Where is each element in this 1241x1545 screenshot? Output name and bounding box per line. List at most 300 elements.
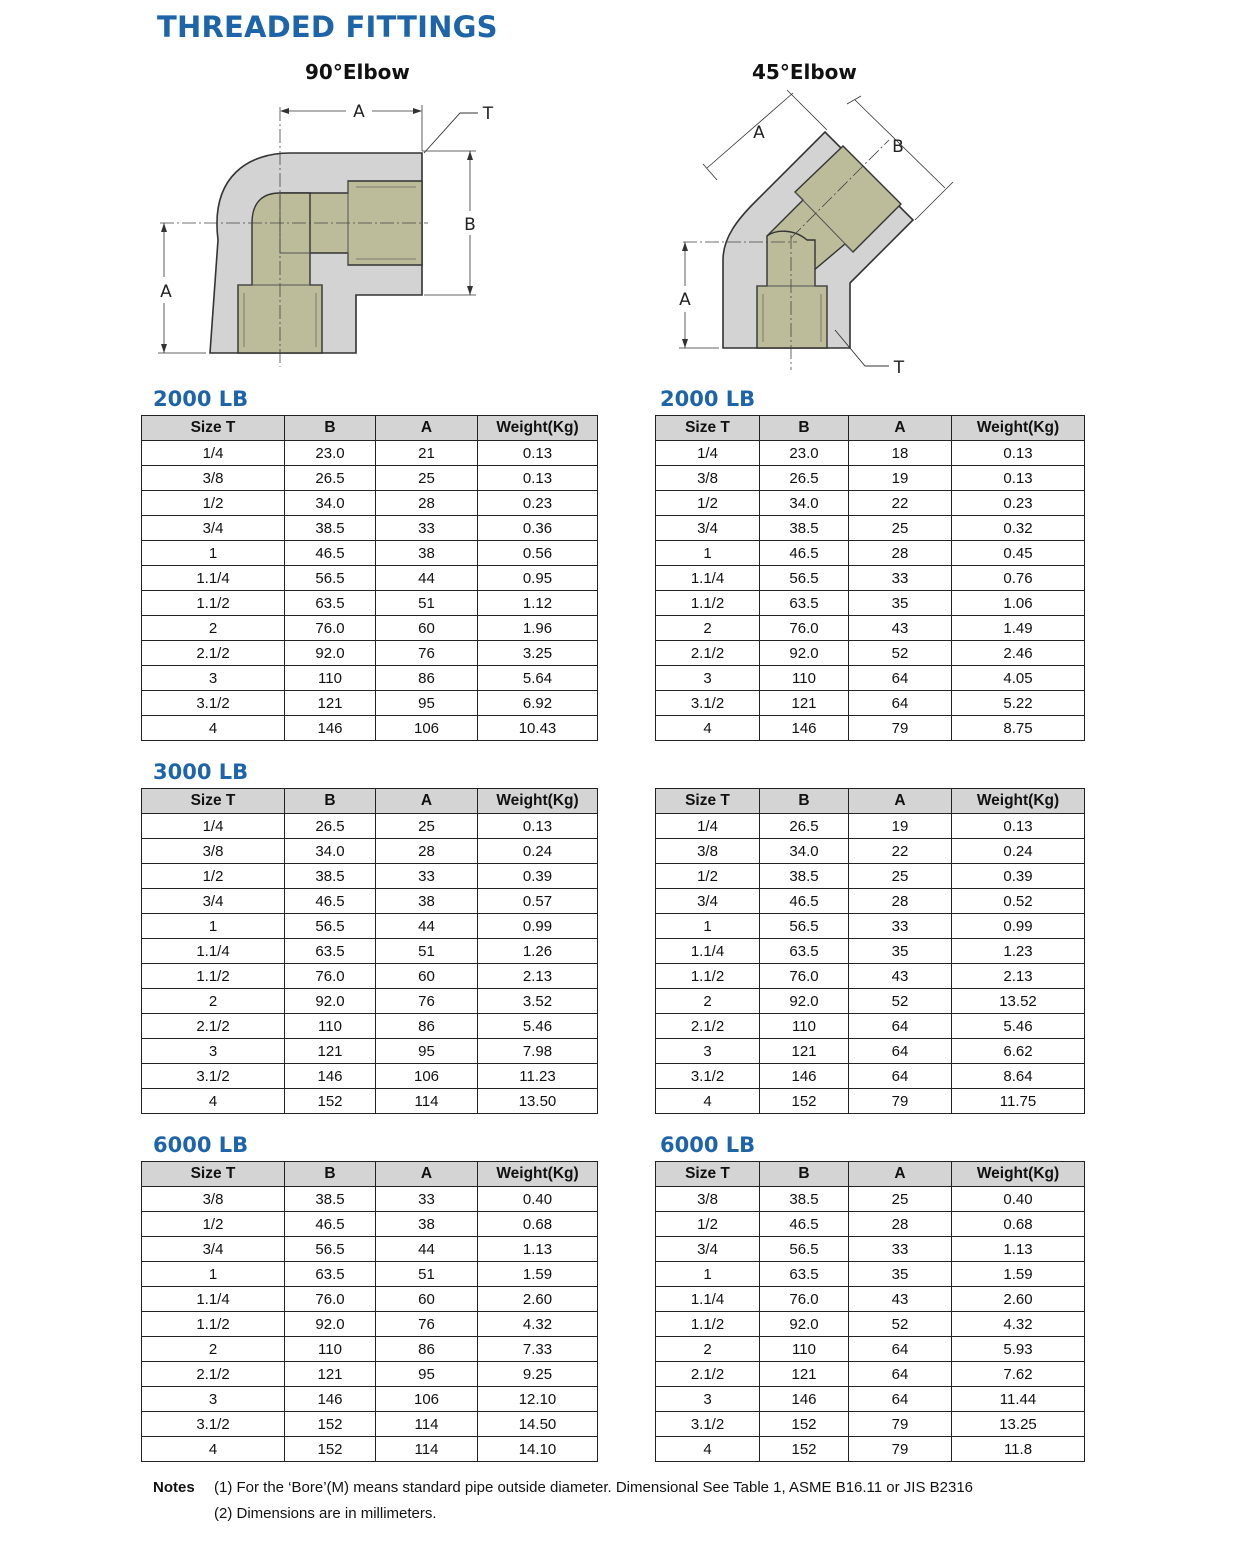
table-cell: 1/4 xyxy=(142,441,285,466)
table-cell: 86 xyxy=(376,666,478,691)
table-row xyxy=(656,914,1085,939)
table-row xyxy=(656,1387,1085,1412)
table-cell: 4.05 xyxy=(952,666,1085,691)
table-cell: 0.13 xyxy=(478,466,598,491)
table-cell: 76 xyxy=(376,641,478,666)
elbow90-title: 90°Elbow xyxy=(305,60,410,84)
table-cell: 86 xyxy=(376,1014,478,1039)
table-cell: 11.23 xyxy=(478,1064,598,1089)
table-cell: 52 xyxy=(849,989,952,1014)
table-cell: 4 xyxy=(656,716,760,741)
table-cell: 1/2 xyxy=(142,491,285,516)
table-cell: 25 xyxy=(376,466,478,491)
table-cell: 26.5 xyxy=(760,466,849,491)
note-2: (2) Dimensions are in millimeters. xyxy=(214,1505,437,1522)
table-cell: 1/4 xyxy=(142,814,285,839)
table-cell: 33 xyxy=(849,566,952,591)
elbow45-diagram xyxy=(675,90,965,380)
table-cell: 35 xyxy=(849,591,952,616)
table-cell: 63.5 xyxy=(285,939,376,964)
table-cell: 121 xyxy=(760,691,849,716)
table-cell: 1/2 xyxy=(142,1212,285,1237)
table-cell: 7.62 xyxy=(952,1362,1085,1387)
table-cell: 1.1/2 xyxy=(656,964,760,989)
table-cell: 2.1/2 xyxy=(656,1014,760,1039)
table-cell: 11.44 xyxy=(952,1387,1085,1412)
table-cell: 46.5 xyxy=(760,541,849,566)
table-cell: 11.8 xyxy=(952,1437,1085,1462)
table-cell: 92.0 xyxy=(760,1312,849,1337)
table-cell: 110 xyxy=(760,666,849,691)
section-6000-right-title: 6000 LB xyxy=(660,1133,756,1157)
table-cell: 76.0 xyxy=(760,616,849,641)
table-row xyxy=(142,616,598,641)
column-header: A xyxy=(376,1162,478,1187)
table-cell: 106 xyxy=(376,716,478,741)
table-6000-elbow45 xyxy=(655,1161,1085,1462)
table-cell: 110 xyxy=(285,1337,376,1362)
table-cell: 44 xyxy=(376,1237,478,1262)
table-cell: 76.0 xyxy=(285,1287,376,1312)
table-cell: 0.95 xyxy=(478,566,598,591)
table-cell: 121 xyxy=(760,1362,849,1387)
table-cell: 1/4 xyxy=(656,814,760,839)
table-cell: 146 xyxy=(760,1387,849,1412)
table-cell: 5.64 xyxy=(478,666,598,691)
table-row xyxy=(656,491,1085,516)
table-cell: 1.1/4 xyxy=(656,939,760,964)
table-cell: 106 xyxy=(376,1064,478,1089)
table-row xyxy=(656,616,1085,641)
elbow45-dim-b: B xyxy=(892,137,904,157)
table-cell: 2.1/2 xyxy=(656,1362,760,1387)
table-cell: 0.40 xyxy=(952,1187,1085,1212)
section-3000-left-title: 3000 LB xyxy=(153,760,249,784)
table-cell: 2 xyxy=(142,1337,285,1362)
table-cell: 64 xyxy=(849,691,952,716)
table-cell: 60 xyxy=(376,964,478,989)
table-row xyxy=(656,1039,1085,1064)
table-cell: 38 xyxy=(376,1212,478,1237)
table-cell: 76 xyxy=(376,1312,478,1337)
table-cell: 2.13 xyxy=(478,964,598,989)
column-header: Weight(Kg) xyxy=(952,416,1085,441)
notes-label: Notes xyxy=(153,1479,195,1496)
table-cell: 43 xyxy=(849,964,952,989)
table-cell: 110 xyxy=(285,666,376,691)
table-cell: 23.0 xyxy=(760,441,849,466)
table-cell: 51 xyxy=(376,1262,478,1287)
table-cell: 2.60 xyxy=(478,1287,598,1312)
table-cell: 1 xyxy=(142,541,285,566)
table-row xyxy=(142,889,598,914)
table-cell: 7.33 xyxy=(478,1337,598,1362)
table-cell: 110 xyxy=(760,1337,849,1362)
table-row xyxy=(142,1039,598,1064)
table-row xyxy=(656,939,1085,964)
table-row xyxy=(142,1212,598,1237)
column-header: Size T xyxy=(656,416,760,441)
table-cell: 79 xyxy=(849,1437,952,1462)
table-cell: 5.93 xyxy=(952,1337,1085,1362)
table-cell: 56.5 xyxy=(760,566,849,591)
table-cell: 1.96 xyxy=(478,616,598,641)
table-cell: 95 xyxy=(376,1039,478,1064)
table-row xyxy=(656,1312,1085,1337)
column-header: B xyxy=(760,416,849,441)
table-cell: 110 xyxy=(760,1014,849,1039)
table-row xyxy=(142,914,598,939)
table-cell: 51 xyxy=(376,591,478,616)
table-cell: 14.10 xyxy=(478,1437,598,1462)
table-3000-elbow45 xyxy=(655,788,1085,1114)
table-cell: 146 xyxy=(285,1387,376,1412)
table-cell: 56.5 xyxy=(760,914,849,939)
table-cell: 60 xyxy=(376,616,478,641)
table-cell: 7.98 xyxy=(478,1039,598,1064)
table-row xyxy=(656,964,1085,989)
table-cell: 3/8 xyxy=(656,839,760,864)
table-row xyxy=(142,939,598,964)
table-cell: 76 xyxy=(376,989,478,1014)
table-cell: 56.5 xyxy=(760,1237,849,1262)
table-cell: 25 xyxy=(849,1187,952,1212)
table-cell: 28 xyxy=(376,491,478,516)
table-cell: 3/8 xyxy=(142,466,285,491)
table-cell: 3 xyxy=(142,666,285,691)
table-cell: 28 xyxy=(376,839,478,864)
table-cell: 1/2 xyxy=(656,864,760,889)
table-cell: 19 xyxy=(849,466,952,491)
table-cell: 146 xyxy=(760,1064,849,1089)
table-row xyxy=(142,1287,598,1312)
column-header: A xyxy=(376,416,478,441)
table-cell: 33 xyxy=(849,914,952,939)
table-cell: 52 xyxy=(849,641,952,666)
table-cell: 46.5 xyxy=(760,1212,849,1237)
table-cell: 0.39 xyxy=(952,864,1085,889)
table-cell: 22 xyxy=(849,839,952,864)
table-cell: 63.5 xyxy=(285,591,376,616)
table-cell: 64 xyxy=(849,1362,952,1387)
table-cell: 25 xyxy=(376,814,478,839)
table-cell: 146 xyxy=(285,716,376,741)
column-header: A xyxy=(849,1162,952,1187)
elbow90-dim-a-top: A xyxy=(353,102,365,122)
table-row xyxy=(656,1212,1085,1237)
table-cell: 86 xyxy=(376,1337,478,1362)
table-cell: 92.0 xyxy=(285,641,376,666)
table-row xyxy=(142,1089,598,1114)
column-header: B xyxy=(760,1162,849,1187)
table-cell: 0.76 xyxy=(952,566,1085,591)
table-row xyxy=(656,1287,1085,1312)
table-cell: 3/8 xyxy=(142,1187,285,1212)
table-cell: 1.26 xyxy=(478,939,598,964)
elbow90-dim-b: B xyxy=(464,215,476,235)
section-6000-left-title: 6000 LB xyxy=(153,1133,249,1157)
table-cell: 0.24 xyxy=(478,839,598,864)
table-row xyxy=(656,441,1085,466)
table-cell: 79 xyxy=(849,716,952,741)
table-row xyxy=(656,1412,1085,1437)
column-header: A xyxy=(849,789,952,814)
elbow45-dim-t: T xyxy=(893,358,905,378)
table-cell: 152 xyxy=(760,1412,849,1437)
table-cell: 0.32 xyxy=(952,516,1085,541)
table-row xyxy=(142,516,598,541)
table-row xyxy=(656,814,1085,839)
table-row xyxy=(656,566,1085,591)
table-cell: 3/8 xyxy=(656,1187,760,1212)
table-cell: 4.32 xyxy=(952,1312,1085,1337)
table-row xyxy=(142,1362,598,1387)
table-row xyxy=(656,541,1085,566)
table-row xyxy=(656,516,1085,541)
table-cell: 146 xyxy=(285,1064,376,1089)
table-row xyxy=(656,1337,1085,1362)
table-cell: 33 xyxy=(376,864,478,889)
table-cell: 3/8 xyxy=(142,839,285,864)
table-cell: 35 xyxy=(849,939,952,964)
table-row xyxy=(142,1237,598,1262)
table-cell: 38 xyxy=(376,889,478,914)
table-cell: 3.1/2 xyxy=(142,1412,285,1437)
table-cell: 1.1/4 xyxy=(142,566,285,591)
table-cell: 1.1/4 xyxy=(656,566,760,591)
table-cell: 3/4 xyxy=(142,516,285,541)
table-cell: 0.13 xyxy=(952,441,1085,466)
table-cell: 4 xyxy=(142,1089,285,1114)
table-row xyxy=(656,1437,1085,1462)
table-cell: 1.12 xyxy=(478,591,598,616)
table-header-row xyxy=(142,416,598,441)
table-row xyxy=(656,641,1085,666)
table-cell: 38.5 xyxy=(760,1187,849,1212)
table-cell: 60 xyxy=(376,1287,478,1312)
table-3000-elbow90 xyxy=(141,788,598,1114)
column-header: Size T xyxy=(656,789,760,814)
column-header: B xyxy=(285,789,376,814)
column-header: B xyxy=(285,1162,376,1187)
table-cell: 13.25 xyxy=(952,1412,1085,1437)
table-cell: 18 xyxy=(849,441,952,466)
table-cell: 152 xyxy=(760,1089,849,1114)
table-row xyxy=(656,989,1085,1014)
table-cell: 6.92 xyxy=(478,691,598,716)
table-cell: 3/4 xyxy=(656,1237,760,1262)
table-cell: 8.64 xyxy=(952,1064,1085,1089)
table-row xyxy=(656,466,1085,491)
table-cell: 0.68 xyxy=(478,1212,598,1237)
table-cell: 1 xyxy=(142,914,285,939)
section-2000-right-title: 2000 LB xyxy=(660,387,756,411)
elbow90-dim-t: T xyxy=(482,104,494,124)
table-cell: 21 xyxy=(376,441,478,466)
table-row xyxy=(142,814,598,839)
table-row xyxy=(142,989,598,1014)
table-cell: 0.68 xyxy=(952,1212,1085,1237)
column-header: Weight(Kg) xyxy=(478,416,598,441)
table-cell: 1.1/2 xyxy=(656,591,760,616)
table-cell: 2.60 xyxy=(952,1287,1085,1312)
table-cell: 63.5 xyxy=(760,939,849,964)
table-cell: 121 xyxy=(285,691,376,716)
table-cell: 28 xyxy=(849,541,952,566)
table-cell: 0.23 xyxy=(952,491,1085,516)
table-cell: 146 xyxy=(760,716,849,741)
table-cell: 3.1/2 xyxy=(142,1064,285,1089)
table-header-row xyxy=(656,1162,1085,1187)
table-cell: 34.0 xyxy=(760,491,849,516)
table-cell: 0.13 xyxy=(952,814,1085,839)
table-cell: 3 xyxy=(656,1387,760,1412)
table-cell: 33 xyxy=(376,1187,478,1212)
table-cell: 46.5 xyxy=(285,889,376,914)
table-cell: 121 xyxy=(285,1039,376,1064)
table-row xyxy=(656,1089,1085,1114)
table-cell: 14.50 xyxy=(478,1412,598,1437)
table-cell: 0.13 xyxy=(952,466,1085,491)
table-cell: 4.32 xyxy=(478,1312,598,1337)
table-cell: 1 xyxy=(142,1262,285,1287)
note-1: (1) For the ‘Bore’(M) means standard pipe outside diameter. Dimensional See Table 1, ASME B16.11 or JIS B2316 xyxy=(214,1479,974,1496)
column-header: Size T xyxy=(142,789,285,814)
table-row xyxy=(142,566,598,591)
table-cell: 114 xyxy=(376,1412,478,1437)
table-cell: 1.1/4 xyxy=(142,939,285,964)
table-row xyxy=(142,441,598,466)
table-cell: 43 xyxy=(849,616,952,641)
table-cell: 34.0 xyxy=(285,839,376,864)
table-cell: 121 xyxy=(285,1362,376,1387)
table-cell: 1.1/2 xyxy=(656,1312,760,1337)
table-cell: 0.45 xyxy=(952,541,1085,566)
table-cell: 26.5 xyxy=(760,814,849,839)
table-cell: 1.06 xyxy=(952,591,1085,616)
table-header-row xyxy=(142,1162,598,1187)
table-row xyxy=(656,666,1085,691)
table-row xyxy=(656,591,1085,616)
table-cell: 92.0 xyxy=(285,989,376,1014)
table-header-row xyxy=(656,789,1085,814)
table-cell: 1 xyxy=(656,1262,760,1287)
table-cell: 2.1/2 xyxy=(142,1362,285,1387)
table-cell: 64 xyxy=(849,1014,952,1039)
table-cell: 23.0 xyxy=(285,441,376,466)
table-cell: 1.1/2 xyxy=(142,964,285,989)
table-cell: 64 xyxy=(849,666,952,691)
table-cell: 3.52 xyxy=(478,989,598,1014)
table-row xyxy=(142,1014,598,1039)
table-row xyxy=(656,889,1085,914)
table-row xyxy=(142,591,598,616)
table-cell: 3 xyxy=(656,1039,760,1064)
table-row xyxy=(656,1237,1085,1262)
table-row xyxy=(142,864,598,889)
table-cell: 0.13 xyxy=(478,814,598,839)
table-cell: 152 xyxy=(285,1437,376,1462)
table-cell: 51 xyxy=(376,939,478,964)
table-cell: 46.5 xyxy=(285,541,376,566)
table-cell: 3.25 xyxy=(478,641,598,666)
table-cell: 10.43 xyxy=(478,716,598,741)
table-cell: 1/2 xyxy=(142,864,285,889)
table-row xyxy=(142,1064,598,1089)
elbow45-title: 45°Elbow xyxy=(752,60,857,84)
elbow90-diagram xyxy=(150,95,510,375)
table-cell: 1.59 xyxy=(478,1262,598,1287)
table-cell: 4 xyxy=(656,1089,760,1114)
table-cell: 4 xyxy=(656,1437,760,1462)
table-cell: 0.57 xyxy=(478,889,598,914)
table-cell: 1.1/2 xyxy=(142,591,285,616)
table-cell: 12.10 xyxy=(478,1387,598,1412)
table-cell: 3/8 xyxy=(656,466,760,491)
table-cell: 1 xyxy=(656,541,760,566)
table-cell: 1.49 xyxy=(952,616,1085,641)
table-cell: 1.1/4 xyxy=(142,1287,285,1312)
table-cell: 1.1/2 xyxy=(142,1312,285,1337)
table-cell: 3/4 xyxy=(656,889,760,914)
table-cell: 95 xyxy=(376,691,478,716)
table-row xyxy=(142,691,598,716)
column-header: A xyxy=(376,789,478,814)
table-row xyxy=(656,1064,1085,1089)
table-cell: 1.23 xyxy=(952,939,1085,964)
table-row xyxy=(142,964,598,989)
table-cell: 110 xyxy=(285,1014,376,1039)
table-cell: 0.24 xyxy=(952,839,1085,864)
table-cell: 38.5 xyxy=(285,516,376,541)
column-header: B xyxy=(285,416,376,441)
table-cell: 0.40 xyxy=(478,1187,598,1212)
table-row xyxy=(142,716,598,741)
table-cell: 63.5 xyxy=(760,1262,849,1287)
elbow45-dim-a-left: A xyxy=(679,290,691,310)
table-cell: 11.75 xyxy=(952,1089,1085,1114)
table-cell: 33 xyxy=(376,516,478,541)
column-header: Size T xyxy=(656,1162,760,1187)
table-cell: 63.5 xyxy=(760,591,849,616)
column-header: Weight(Kg) xyxy=(478,1162,598,1187)
table-cell: 152 xyxy=(760,1437,849,1462)
table-cell: 4 xyxy=(142,716,285,741)
table-row xyxy=(656,1014,1085,1039)
table-cell: 1.59 xyxy=(952,1262,1085,1287)
table-cell: 6.62 xyxy=(952,1039,1085,1064)
column-header: B xyxy=(760,789,849,814)
column-header: Weight(Kg) xyxy=(952,1162,1085,1187)
table-row xyxy=(142,491,598,516)
table-cell: 1.13 xyxy=(952,1237,1085,1262)
table-cell: 56.5 xyxy=(285,1237,376,1262)
table-cell: 2 xyxy=(142,989,285,1014)
table-6000-elbow90 xyxy=(141,1161,598,1462)
table-cell: 92.0 xyxy=(285,1312,376,1337)
table-cell: 0.52 xyxy=(952,889,1085,914)
table-cell: 38.5 xyxy=(760,516,849,541)
table-row xyxy=(656,1262,1085,1287)
table-cell: 3.1/2 xyxy=(656,691,760,716)
elbow45-dim-a-diag: A xyxy=(753,123,765,143)
table-cell: 3 xyxy=(142,1387,285,1412)
table-cell: 95 xyxy=(376,1362,478,1387)
table-cell: 2.1/2 xyxy=(142,641,285,666)
table-cell: 2.46 xyxy=(952,641,1085,666)
table-cell: 3/4 xyxy=(142,1237,285,1262)
table-cell: 0.56 xyxy=(478,541,598,566)
